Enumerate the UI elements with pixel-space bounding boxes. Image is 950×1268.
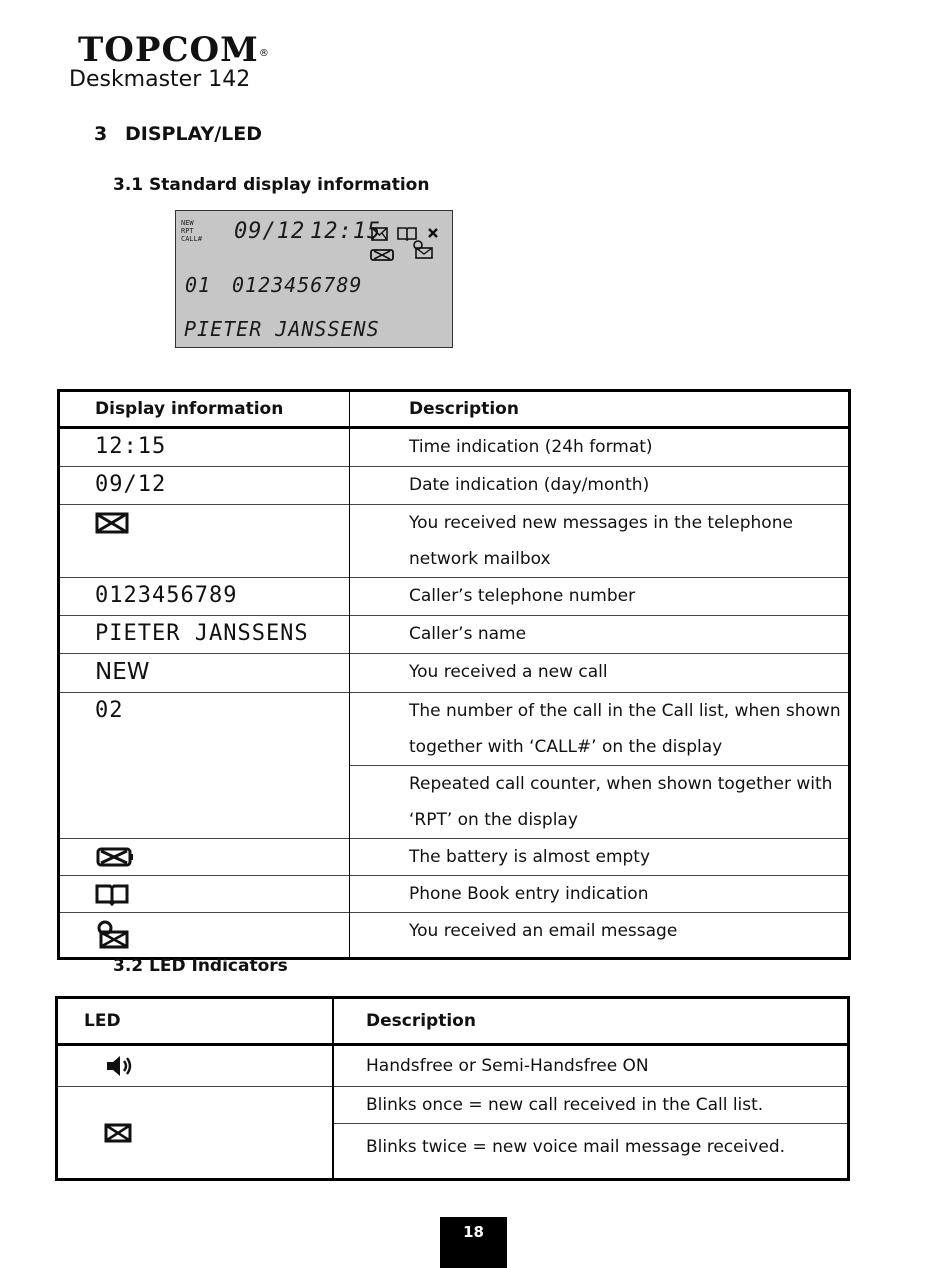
registered-mark: ® xyxy=(258,48,270,59)
section-number: 3 xyxy=(94,123,108,145)
new-glyph: NEW xyxy=(95,659,150,685)
section-heading xyxy=(94,123,262,145)
battery-icon xyxy=(95,847,135,867)
time-description: Time indication (24h format) xyxy=(350,428,850,467)
number-description: Caller’s telephone number xyxy=(350,578,850,616)
time-glyph: 12:15 xyxy=(95,434,167,459)
email-icon xyxy=(412,239,434,260)
lcd-display-illustration xyxy=(175,210,453,348)
name-description: Caller’s name xyxy=(350,616,850,654)
lcd-flag-rpt: RPT xyxy=(181,227,194,235)
voicemail-icon xyxy=(95,513,131,533)
voicemail-description: You received new messages in the telephone network mailbox xyxy=(350,505,850,578)
counter-call-list-description: The number of the call in the Call list, when shown together with ‘CALL#’ on the display xyxy=(350,693,850,766)
col-header-description: Description xyxy=(333,998,849,1045)
phonebook-description: Phone Book entry indication xyxy=(350,876,850,913)
message-led-icon xyxy=(104,1123,134,1143)
battery-icon xyxy=(369,244,395,263)
date-glyph: 09/12 xyxy=(95,472,167,497)
table-row xyxy=(59,913,850,959)
email-description: You received an email message xyxy=(350,913,850,959)
blinks-twice-description: Blinks twice = new voice mail message received. xyxy=(333,1124,849,1180)
subsection-led-title: 3.2 LED Indicators xyxy=(113,956,288,976)
table-row xyxy=(59,839,850,876)
name-glyph: PIETER JANSSENS xyxy=(95,621,309,646)
col-header-description: Description xyxy=(350,391,850,428)
model-name: Deskmaster 142 xyxy=(69,67,251,92)
lcd-time: 12:15 xyxy=(310,219,382,244)
phonebook-icon xyxy=(95,884,129,904)
lcd-call-index: 01 xyxy=(185,273,212,297)
page-number: 18 xyxy=(440,1217,507,1268)
date-description: Date indication (day/month) xyxy=(350,467,850,505)
blinks-once-description: Blinks once = new call received in the Call list. xyxy=(333,1087,849,1124)
table-row xyxy=(59,578,850,616)
lcd-flag-call: CALL# xyxy=(181,235,203,243)
battery-description: The battery is almost empty xyxy=(350,839,850,876)
table-row xyxy=(59,654,850,693)
table-header-row xyxy=(57,998,849,1045)
new-description: You received a new call xyxy=(350,654,850,693)
table-row xyxy=(57,1087,849,1124)
display-info-table xyxy=(57,389,851,960)
subsection-display-title: 3.1 Standard display information xyxy=(113,175,430,195)
lcd-phone-number: 0123456789 xyxy=(232,273,363,297)
brand-logo xyxy=(78,30,270,70)
table-row xyxy=(57,1045,849,1087)
table-row xyxy=(59,876,850,913)
table-row xyxy=(59,693,850,766)
brand-name: TOPCOM xyxy=(78,30,259,70)
col-header-led: LED xyxy=(57,998,334,1045)
lcd-flags xyxy=(181,219,202,243)
table-header-row xyxy=(59,391,850,428)
email-icon xyxy=(95,925,131,945)
counter-glyph: 02 xyxy=(95,698,124,723)
col-header-info: Display information xyxy=(59,391,350,428)
counter-repeat-description: Repeated call counter, when shown together with ‘RPT’ on the display xyxy=(350,766,850,839)
number-glyph: 0123456789 xyxy=(95,583,238,608)
table-row xyxy=(59,428,850,467)
handsfree-description: Handsfree or Semi-Handsfree ON xyxy=(333,1045,849,1087)
table-row xyxy=(59,616,850,654)
speaker-icon xyxy=(104,1056,134,1076)
lcd-caller-name: PIETER JANSSENS xyxy=(184,317,380,341)
lcd-flag-new: NEW xyxy=(181,219,194,227)
section-title: DISPLAY/LED xyxy=(125,123,262,145)
led-indicators-table xyxy=(55,996,850,1181)
lcd-date: 09/12 xyxy=(234,219,306,244)
table-row xyxy=(59,505,850,578)
envelope-icon xyxy=(371,223,388,242)
table-row xyxy=(59,467,850,505)
